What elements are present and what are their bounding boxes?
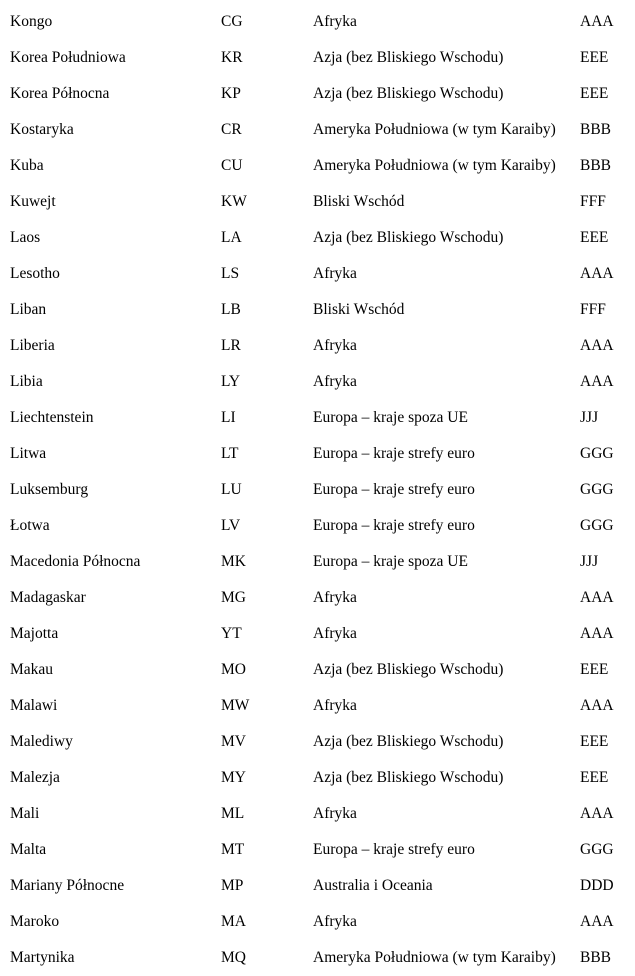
region-cell: Europa – kraje strefy euro	[313, 481, 475, 498]
table-row	[0, 184, 635, 220]
region-cell: Afryka	[313, 805, 357, 822]
country-code-cell: CU	[221, 157, 243, 174]
group-code-cell: GGG	[580, 841, 614, 858]
group-code-cell: EEE	[580, 229, 609, 246]
country-code-cell: MK	[221, 553, 246, 570]
country-code-cell: MV	[221, 733, 246, 750]
group-code-cell: AAA	[580, 373, 614, 390]
table-row	[0, 76, 635, 112]
group-code-cell: BBB	[580, 157, 612, 174]
group-code-cell: GGG	[580, 517, 614, 534]
country-name-cell: Kostaryka	[10, 121, 74, 138]
country-name-cell: Korea Północna	[10, 85, 110, 102]
country-name-cell: Macedonia Północna	[10, 553, 141, 570]
table-row	[0, 544, 635, 580]
table-row	[0, 652, 635, 688]
group-code-cell: EEE	[580, 769, 609, 786]
region-cell: Afryka	[313, 265, 357, 282]
country-code-cell: CG	[221, 13, 243, 30]
country-code-cell: LA	[221, 229, 242, 246]
table-row	[0, 112, 635, 148]
country-code-cell: LY	[221, 373, 241, 390]
country-name-cell: Kuwejt	[10, 193, 56, 210]
table-row	[0, 868, 635, 904]
country-name-cell: Liban	[10, 301, 47, 318]
table-row	[0, 364, 635, 400]
group-code-cell: JJJ	[580, 553, 599, 570]
region-cell: Azja (bez Bliskiego Wschodu)	[313, 661, 504, 678]
country-name-cell: Łotwa	[10, 517, 50, 534]
table-row	[0, 292, 635, 328]
country-code-cell: MQ	[221, 949, 246, 966]
table-row	[0, 148, 635, 184]
group-code-cell: AAA	[580, 337, 614, 354]
region-cell: Azja (bez Bliskiego Wschodu)	[313, 769, 504, 786]
table-row	[0, 508, 635, 544]
country-name-cell: Litwa	[10, 445, 47, 462]
table-row	[0, 904, 635, 940]
country-name-cell: Liechtenstein	[10, 409, 94, 426]
country-code-cell: LI	[221, 409, 236, 426]
table-row	[0, 616, 635, 652]
group-code-cell: BBB	[580, 121, 612, 138]
region-cell: Europa – kraje strefy euro	[313, 841, 475, 858]
region-cell: Azja (bez Bliskiego Wschodu)	[313, 733, 504, 750]
region-cell: Europa – kraje spoza UE	[313, 409, 468, 426]
table-row	[0, 472, 635, 508]
country-name-cell: Malezja	[10, 769, 60, 786]
table-row	[0, 940, 635, 976]
country-name-cell: Martynika	[10, 949, 75, 966]
country-name-cell: Korea Południowa	[10, 49, 126, 66]
country-name-cell: Mali	[10, 805, 40, 822]
group-code-cell: JJJ	[580, 409, 599, 426]
country-code-cell: MW	[221, 697, 250, 714]
group-code-cell: AAA	[580, 697, 614, 714]
group-code-cell: FFF	[580, 193, 606, 210]
table-row	[0, 760, 635, 796]
region-cell: Afryka	[313, 697, 357, 714]
country-name-cell: Libia	[10, 373, 43, 390]
region-cell: Ameryka Południowa (w tym Karaiby)	[313, 157, 556, 174]
region-cell: Europa – kraje strefy euro	[313, 517, 475, 534]
region-cell: Europa – kraje strefy euro	[313, 445, 475, 462]
region-cell: Bliski Wschód	[313, 193, 405, 210]
region-cell: Azja (bez Bliskiego Wschodu)	[313, 85, 504, 102]
table-row	[0, 400, 635, 436]
table-row	[0, 436, 635, 472]
country-name-cell: Majotta	[10, 625, 59, 642]
table-row	[0, 256, 635, 292]
region-cell: Afryka	[313, 625, 357, 642]
group-code-cell: AAA	[580, 805, 614, 822]
region-cell: Afryka	[313, 913, 357, 930]
country-code-cell: MT	[221, 841, 245, 858]
group-code-cell: GGG	[580, 445, 614, 462]
country-code-cell: MG	[221, 589, 246, 606]
group-code-cell: AAA	[580, 265, 614, 282]
table-row	[0, 832, 635, 868]
group-code-cell: DDD	[580, 877, 614, 894]
country-code-cell: MA	[221, 913, 246, 930]
country-name-cell: Malta	[10, 841, 47, 858]
region-cell: Afryka	[313, 589, 357, 606]
group-code-cell: EEE	[580, 49, 609, 66]
country-code-cell: KP	[221, 85, 241, 102]
country-code-cell: LB	[221, 301, 241, 318]
country-name-cell: Kongo	[10, 13, 53, 30]
country-name-cell: Laos	[10, 229, 41, 246]
group-code-cell: AAA	[580, 589, 614, 606]
group-code-cell: AAA	[580, 13, 614, 30]
region-cell: Afryka	[313, 337, 357, 354]
region-cell: Australia i Oceania	[313, 877, 433, 894]
country-code-cell: YT	[221, 625, 242, 642]
country-name-cell: Malediwy	[10, 733, 73, 750]
region-cell: Afryka	[313, 373, 357, 390]
region-cell: Azja (bez Bliskiego Wschodu)	[313, 229, 504, 246]
region-cell: Azja (bez Bliskiego Wschodu)	[313, 49, 504, 66]
group-code-cell: EEE	[580, 733, 609, 750]
country-code-cell: MY	[221, 769, 246, 786]
country-name-cell: Makau	[10, 661, 54, 678]
country-code-cell: LV	[221, 517, 241, 534]
country-code-cell: MP	[221, 877, 244, 894]
table-row	[0, 4, 635, 40]
group-code-cell: GGG	[580, 481, 614, 498]
country-code-cell: MO	[221, 661, 246, 678]
country-code-cell: LT	[221, 445, 239, 462]
group-code-cell: FFF	[580, 301, 606, 318]
table-row	[0, 724, 635, 760]
region-cell: Bliski Wschód	[313, 301, 405, 318]
country-name-cell: Madagaskar	[10, 589, 86, 606]
region-cell: Afryka	[313, 13, 357, 30]
table-row	[0, 328, 635, 364]
region-cell: Ameryka Południowa (w tym Karaiby)	[313, 121, 556, 138]
country-table	[0, 4, 635, 976]
country-name-cell: Maroko	[10, 913, 60, 930]
country-code-cell: ML	[221, 805, 245, 822]
group-code-cell: EEE	[580, 661, 609, 678]
country-code-cell: KR	[221, 49, 243, 66]
region-cell: Europa – kraje spoza UE	[313, 553, 468, 570]
country-name-cell: Mariany Północne	[10, 877, 125, 894]
country-name-cell: Lesotho	[10, 265, 60, 282]
country-code-cell: LU	[221, 481, 242, 498]
region-cell: Ameryka Południowa (w tym Karaiby)	[313, 949, 556, 966]
country-code-cell: KW	[221, 193, 247, 210]
country-code-cell: CR	[221, 121, 242, 138]
group-code-cell: EEE	[580, 85, 609, 102]
country-name-cell: Luksemburg	[10, 481, 89, 498]
country-code-cell: LR	[221, 337, 241, 354]
country-name-cell: Malawi	[10, 697, 58, 714]
table-row	[0, 220, 635, 256]
table-row	[0, 796, 635, 832]
country-code-cell: LS	[221, 265, 240, 282]
table-row	[0, 688, 635, 724]
country-name-cell: Kuba	[10, 157, 44, 174]
table-row	[0, 580, 635, 616]
group-code-cell: BBB	[580, 949, 612, 966]
group-code-cell: AAA	[580, 625, 614, 642]
country-name-cell: Liberia	[10, 337, 55, 354]
group-code-cell: AAA	[580, 913, 614, 930]
table-row	[0, 40, 635, 76]
